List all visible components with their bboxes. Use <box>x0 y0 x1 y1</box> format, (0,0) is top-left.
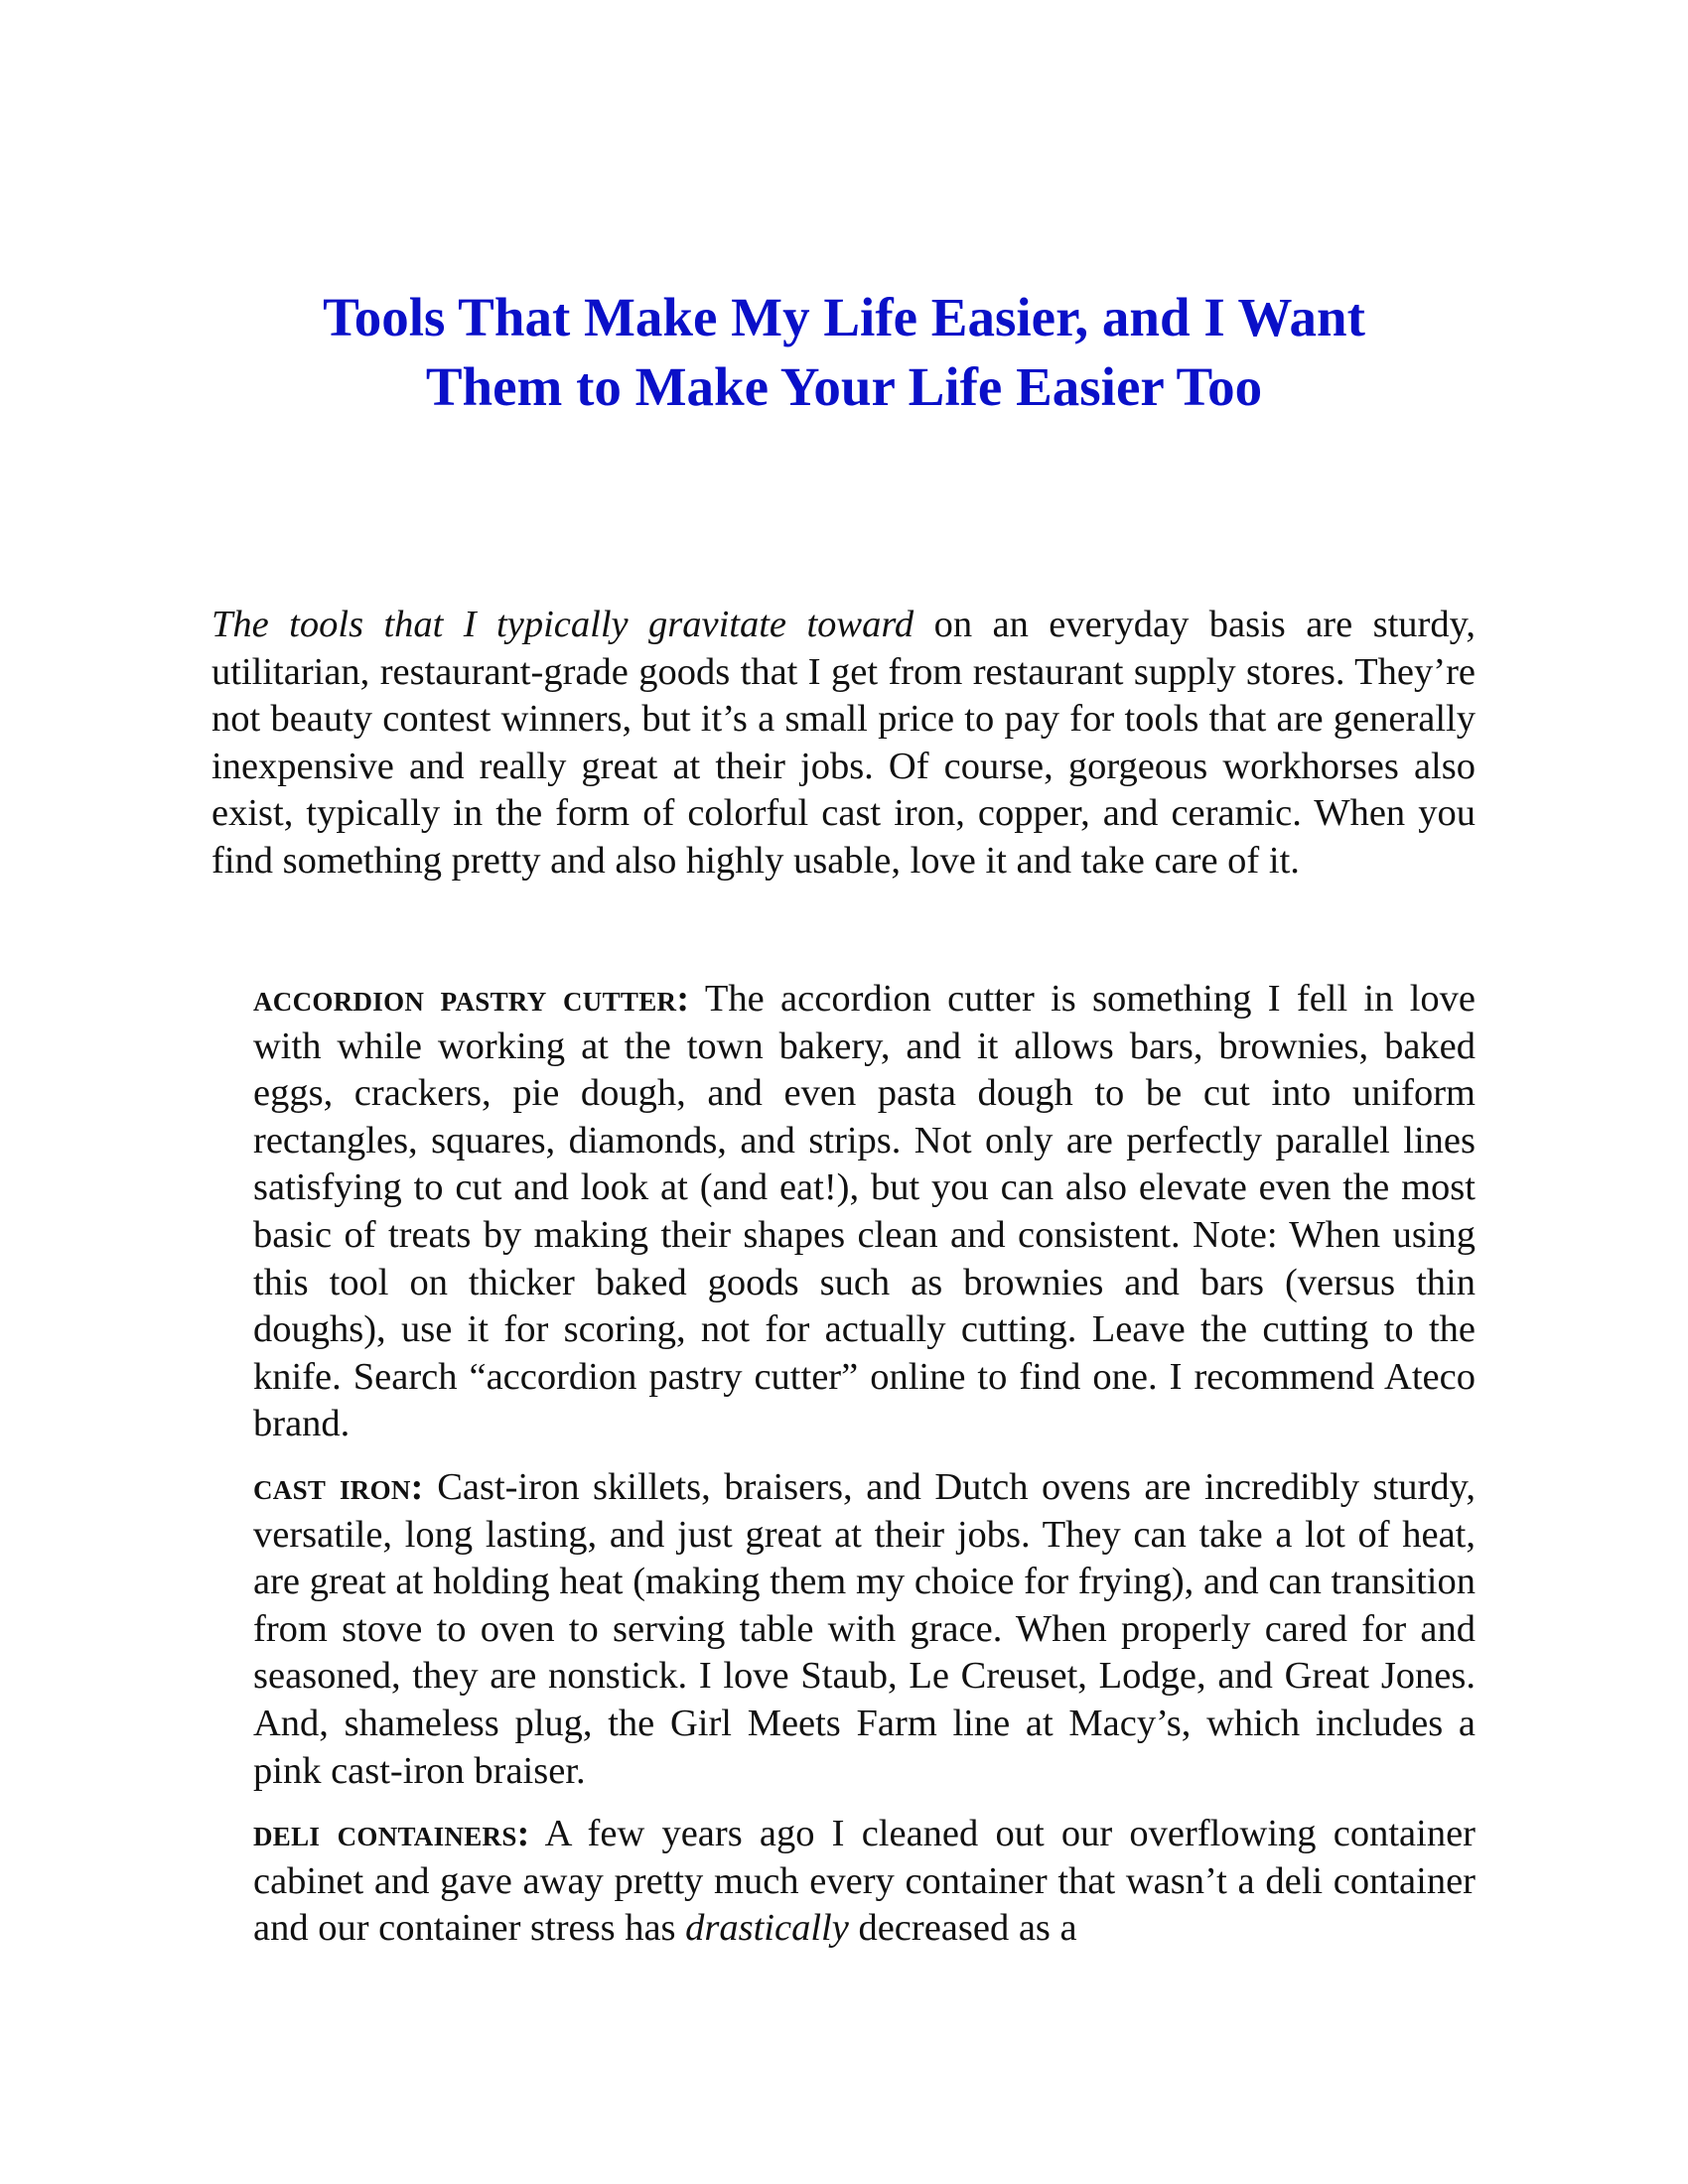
chapter-title-line-2: Them to Make Your Life Easier Too <box>425 356 1263 417</box>
entry-term: deli containers: <box>253 1813 530 1855</box>
chapter-title-line-1: Tools That Make My Life Easier, and I Want <box>323 287 1365 347</box>
entry-accordion-pastry-cutter <box>253 976 1476 1448</box>
entry-italic-emphasis: drastically <box>685 1907 849 1950</box>
chapter-title <box>211 283 1477 422</box>
entry-term: accordion pastry cutter: <box>253 978 690 1020</box>
intro-paragraph <box>211 602 1476 886</box>
entry-term: cast iron: <box>253 1465 424 1508</box>
tool-entries <box>253 976 1476 1969</box>
entry-text-continued: decreased as a <box>848 1907 1077 1950</box>
intro-text: on an everyday basis are sturdy, utilitarian, restaurant-grade goods that I get from restaurant supply stores. They’re not beauty contest winners, but it’s a small price to pay for tools that are generally inexpensive and really great at their jobs. Of course, gorgeous workhorses also exist, typically in the form of colorful cast iron, copper, and ceramic. When you find something pretty and also highly usable, love it and take care of it. <box>211 604 1476 882</box>
entry-text: A few years ago I cleaned out our overflowing container cabinet and gave away pretty much every container that wasn’t a deli container and our container stress has <box>253 1813 1476 1950</box>
entry-text: The accordion cutter is something I fell in love with while working at the town bakery, and it allows bars, brownies, baked eggs, crackers, pie dough, and even pasta dough to be cut into uniform rectangles, squares, diamonds, and strips. Not only are perfectly parallel lines satisfying to cut and look at (and eat!), but you can also elevate even the most basic of treats by making their shapes clean and consistent. Note: When using this tool on thicker baked goods such as brownies and bars (versus thin doughs), use it for scoring, not for actually cutting. Leave the cutting to the knife. Search “accordion pastry cutter” online to find one. I recommend Ateco brand. <box>253 978 1477 1445</box>
entry-cast-iron <box>253 1464 1476 1795</box>
entry-deli-containers <box>253 1811 1476 1953</box>
intro-lead-italic: The tools that I typically gravitate toward <box>211 604 914 645</box>
entry-text: Cast-iron skillets, braisers, and Dutch ovens are incredibly sturdy, versatile, long lasting, and just great at their jobs. They can take a lot of heat, are great at holding heat (making them my choice for frying), and can transition from stove to oven to serving table with grace. When properly cared for and seasoned, they are nonstick. I love Staub, Le Creuset, Lodge, and Great Jones. And, shameless plug, the Girl Meets Farm line at Macy’s, which includes a pink cast-iron braiser. <box>253 1465 1476 1792</box>
